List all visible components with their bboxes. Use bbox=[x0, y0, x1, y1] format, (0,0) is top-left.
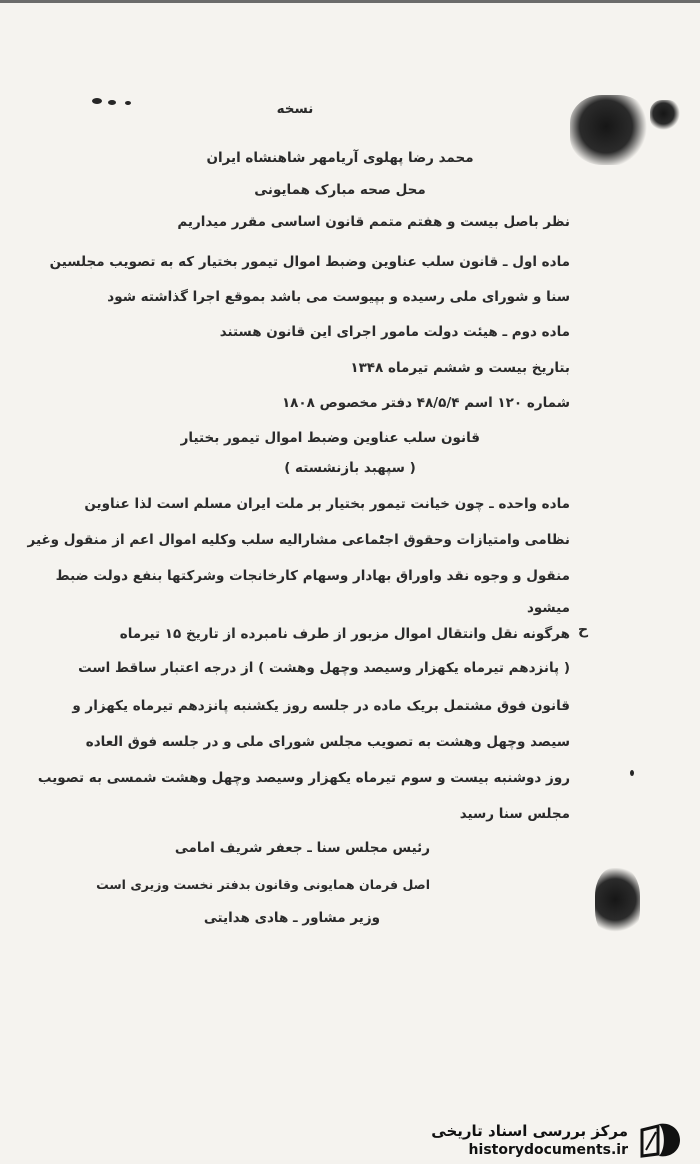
doc-line-7: بتاریخ بیست و ششم تیرماه ۱۳۴۸ bbox=[350, 360, 570, 376]
ink-speck bbox=[108, 100, 116, 105]
ink-blot-top-right-small bbox=[650, 100, 680, 130]
doc-line-9: قانون سلب عناوین وضبط اموال تیمور بختیار bbox=[180, 430, 480, 446]
ink-blot-top-right bbox=[570, 95, 650, 165]
ink-speck bbox=[630, 770, 634, 776]
doc-line-12: نظامی وامتیازات وحقوق اجتماعی مشارالیه سلب وکلیه اموال اعم از منقول وغیر bbox=[27, 532, 570, 548]
ink-speck bbox=[125, 101, 131, 105]
signature-line-minister: وزیر مشاور ـ هادی هدایتی bbox=[203, 910, 380, 926]
doc-line-15: هرگونه نقل وانتقال اموال مزبور از طرف نامبرده از تاریخ ۱۵ تیرماه bbox=[119, 626, 570, 642]
doc-line-14: میشود bbox=[527, 600, 570, 616]
doc-line-10: ( سپهبد بازنشسته ) bbox=[284, 460, 416, 476]
doc-line-3: نظر باصل بیست و هفتم متمم قانون اساسی مقرر میداریم bbox=[177, 214, 570, 230]
ink-blot-right-middle bbox=[595, 868, 640, 938]
doc-line-8: شماره ۱۲۰ اسم ۴۸/۵/۴ دفتر مخصوص ۱۸۰۸ bbox=[281, 395, 570, 411]
signature-line-senate: رئیس مجلس سنا ـ جعفر شریف امامی bbox=[174, 840, 430, 856]
doc-line-4: ماده اول ـ قانون سلب عناوین وضبط اموال تیمور بختیار که به تصویب مجلسین bbox=[49, 254, 570, 270]
archive-url: historydocuments.ir bbox=[468, 1142, 628, 1158]
doc-line-16: ( پانزدهم تیرماه یکهزار وسیصد وچهل وهشت ) از درجه اعتبار ساقط است bbox=[78, 660, 570, 676]
header-mark: نسخه bbox=[276, 101, 314, 117]
archive-title: مرکز بررسی اسناد تاریخی bbox=[431, 1122, 628, 1140]
doc-line-13: منقول و وجوه نقد واوراق بهادار وسهام کارخانجات وشرکتها بنفع دولت ضبط bbox=[55, 568, 570, 584]
doc-line-6: ماده دوم ـ هیئت دولت مامور اجرای این قانون هستند bbox=[219, 324, 570, 340]
archive-footer bbox=[410, 1120, 690, 1160]
note-line: اصل فرمان همایونی وقانون بدفتر نخست وزیری است bbox=[96, 877, 430, 892]
doc-line-2: محل صحه مبارک همایونی bbox=[254, 182, 426, 198]
ink-speck bbox=[92, 98, 102, 104]
doc-line-1: محمد رضا پهلوی آریامهر شاهنشاه ایران bbox=[206, 150, 474, 166]
doc-line-17: قانون فوق مشتمل بریک ماده در جلسه روز یکشنبه پانزدهم تیرماه یکهزار و bbox=[72, 698, 570, 714]
book-feather-icon bbox=[634, 1120, 684, 1160]
scan-top-border bbox=[0, 0, 700, 3]
doc-line-11: ماده واحده ـ چون خیانت تیمور بختیار بر ملت ایران مسلم است لذا عناوین bbox=[84, 496, 570, 512]
doc-line-5: سنا و شورای ملی رسیده و بپیوست می باشد بموقع اجرا گذاشته شود bbox=[107, 289, 570, 305]
doc-line-18: سیصد وچهل وهشت به تصویب مجلس شورای ملی و در جلسه فوق العاده bbox=[85, 734, 570, 750]
doc-line-19: روز دوشنبه بیست و سوم تیرماه یکهزار وسیصد وچهل وهشت شمسی به تصویب bbox=[37, 770, 570, 786]
doc-line-20: مجلس سنا رسید bbox=[459, 806, 570, 822]
margin-mark: ح bbox=[578, 622, 589, 638]
